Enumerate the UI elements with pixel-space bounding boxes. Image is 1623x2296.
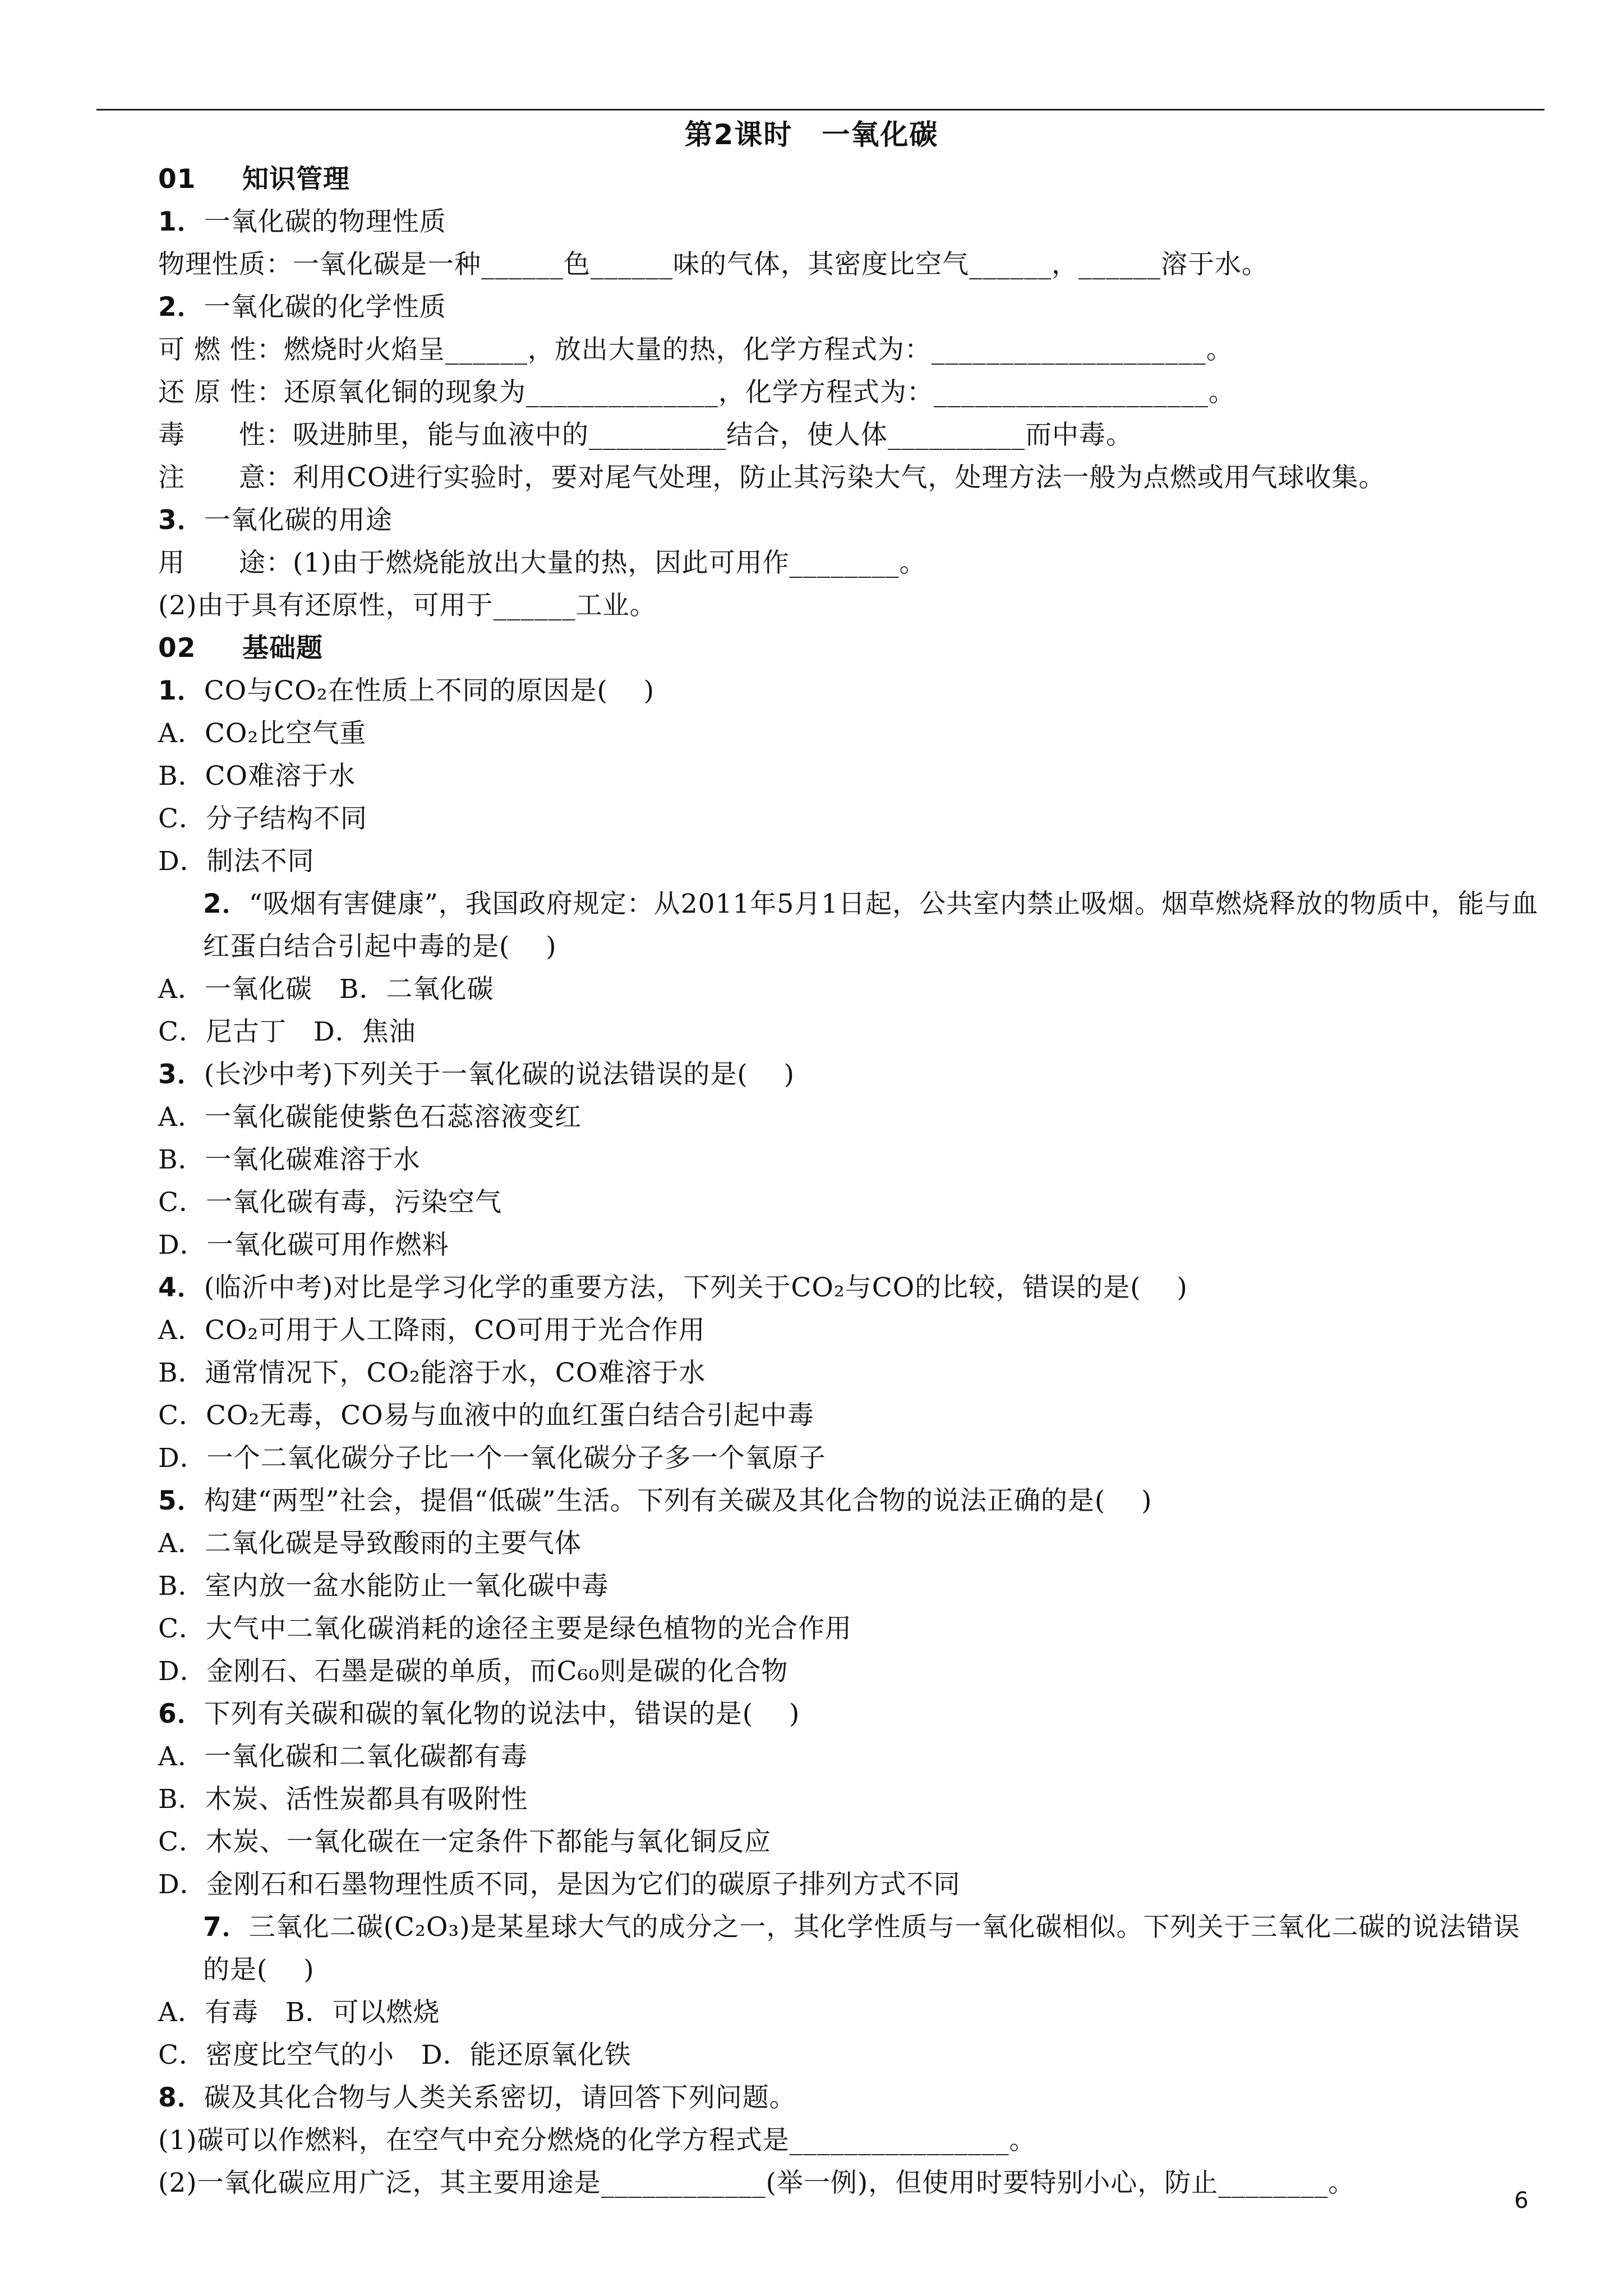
text-line: A．一氧化碳和二氧化碳都有毒 <box>158 1741 528 1772</box>
text-line: 可 燃 性：燃烧时火焰呈______，放出大量的热，化学方程式为：____________________。 <box>158 334 1233 365</box>
text-line: A．一氧化碳 B．二氧化碳 <box>158 974 494 1005</box>
question-line <box>158 1267 1543 1309</box>
question-line <box>158 883 1543 968</box>
text-line: B．通常情况下，CO₂能溶于水，CO难溶于水 <box>158 1358 706 1388</box>
question-line <box>158 499 1543 542</box>
section-title: 知识管理 <box>242 164 350 195</box>
question-number: 3． <box>158 505 204 536</box>
page-number: 6 <box>1514 2188 1529 2214</box>
text-line: C．CO₂无毒，CO易与血液中的血红蛋白结合引起中毒 <box>158 1400 814 1431</box>
text-line: A．一氧化碳能使紫色石蕊溶液变红 <box>158 1102 582 1133</box>
text-line: (1)碳可以作燃料，在空气中充分燃烧的化学方程式是________________。 <box>158 2125 1036 2156</box>
question-number: 3． <box>158 1059 204 1090</box>
question-text: 下列有关碳和碳的氧化物的说法中，错误的是( ) <box>204 1699 800 1729</box>
question-text: 碳及其化合物与人类关系密切，请回答下列问题。 <box>204 2082 796 2113</box>
text-line: C．大气中二氧化碳消耗的途径主要是绿色植物的光合作用 <box>158 1613 852 1644</box>
text-line: C．一氧化碳有毒，污染空气 <box>158 1187 502 1218</box>
text-line: A．二氧化碳是导致酸雨的主要气体 <box>158 1528 582 1559</box>
question-number: 2． <box>203 889 249 919</box>
question-text: “吸烟有害健康”，我国政府规定：从2011年5月1日起，公共室内禁止吸烟。烟草燃烧释放的物质中，能与血红蛋白结合引起中毒的是( ) <box>203 889 1539 962</box>
section-number: 01 <box>158 164 196 195</box>
question-number: 2． <box>158 292 204 323</box>
text-line: A．CO₂比空气重 <box>158 718 367 749</box>
text-line: D．金刚石、石墨是碳的单质，而C₆₀则是碳的化合物 <box>158 1656 789 1687</box>
text-line: B．室内放一盆水能防止一氧化碳中毒 <box>158 1571 609 1602</box>
question-line <box>158 670 1543 712</box>
question-line <box>158 1480 1543 1522</box>
text-line: B．一氧化碳难溶于水 <box>158 1144 421 1175</box>
text-line: C．木炭、一氧化碳在一定条件下都能与氧化铜反应 <box>158 1826 771 1857</box>
text-line: 毒 性：吸进肺里，能与血液中的__________结合，使人体__________而中毒。 <box>158 420 1133 450</box>
text-line: B．CO难溶于水 <box>158 761 356 792</box>
text-line: 物理性质：一氧化碳是一种______色______味的气体，其密度比空气______，______溶于水。 <box>158 249 1269 280</box>
text-line: D．制法不同 <box>158 846 315 877</box>
question-number: 6． <box>158 1699 204 1729</box>
section-title: 基础题 <box>242 633 323 664</box>
page-title: 第2课时 一氧化碳 <box>684 118 939 151</box>
worksheet-body <box>158 158 1543 2205</box>
section-heading <box>158 158 1543 201</box>
question-line <box>158 1693 1543 1736</box>
question-line <box>158 201 1543 243</box>
text-line: 还 原 性：还原氧化铜的现象为______________，化学方程式为：____________________。 <box>158 377 1235 408</box>
question-line <box>158 1906 1543 1991</box>
question-line <box>158 2077 1543 2119</box>
text-line: C．密度比空气的小 D．能还原氧化铁 <box>158 2040 631 2070</box>
question-text: 三氧化二碳(C₂O₃)是某星球大气的成分之一，其化学性质与一氧化碳相似。下列关于三氧化二碳的说法错误的是( ) <box>203 1912 1520 1985</box>
text-line: D．一个二氧化碳分子比一个一氧化碳分子多一个氧原子 <box>158 1443 826 1474</box>
text-line: B．木炭、活性炭都具有吸附性 <box>158 1784 528 1815</box>
question-line <box>158 286 1543 329</box>
text-line: 用 途：(1)由于燃烧能放出大量的热，因此可用作________。 <box>158 547 926 578</box>
text-line: C．尼古丁 D．焦油 <box>158 1016 416 1047</box>
section-heading <box>158 627 1543 670</box>
header-rule <box>96 109 1544 111</box>
question-number: 7． <box>203 1912 249 1943</box>
question-text: 一氧化碳的用途 <box>204 505 393 536</box>
section-number: 02 <box>158 633 196 664</box>
text-line: C．分子结构不同 <box>158 803 367 834</box>
question-number: 1． <box>158 675 204 706</box>
question-number: 8． <box>158 2082 204 2113</box>
question-text: 一氧化碳的物理性质 <box>204 206 446 237</box>
text-line: D．金刚石和石墨物理性质不同，是因为它们的碳原子排列方式不同 <box>158 1869 961 1900</box>
text-line: (2)一氧化碳应用广泛，其主要用途是____________(举一例)，但使用时要特别小心，防止________。 <box>158 2168 1355 2198</box>
question-text: 一氧化碳的化学性质 <box>204 292 446 323</box>
text-line: A．CO₂可用于人工降雨，CO可用于光合作用 <box>158 1315 706 1346</box>
question-number: 4． <box>158 1272 204 1303</box>
question-line <box>158 1053 1543 1096</box>
text-line: A．有毒 B．可以燃烧 <box>158 1997 440 2028</box>
text-line: 注 意：利用CO进行实验时，要对尾气处理，防止其污染大气，处理方法一般为点燃或用气球收集。 <box>158 462 1386 493</box>
question-text: (长沙中考)下列关于一氧化碳的说法错误的是( ) <box>204 1059 795 1090</box>
text-line: (2)由于具有还原性，可用于______工业。 <box>158 590 657 621</box>
question-text: (临沂中考)对比是学习化学的重要方法，下列关于CO₂与CO的比较，错误的是( ) <box>204 1272 1188 1303</box>
text-line: D．一氧化碳可用作燃料 <box>158 1230 449 1260</box>
question-number: 5． <box>158 1485 204 1516</box>
question-number: 1． <box>158 206 204 237</box>
question-text: 构建“两型”社会，提倡“低碳”生活。下列有关碳及其化合物的说法正确的是( ) <box>204 1485 1152 1516</box>
question-text: CO与CO₂在性质上不同的原因是( ) <box>204 675 655 706</box>
